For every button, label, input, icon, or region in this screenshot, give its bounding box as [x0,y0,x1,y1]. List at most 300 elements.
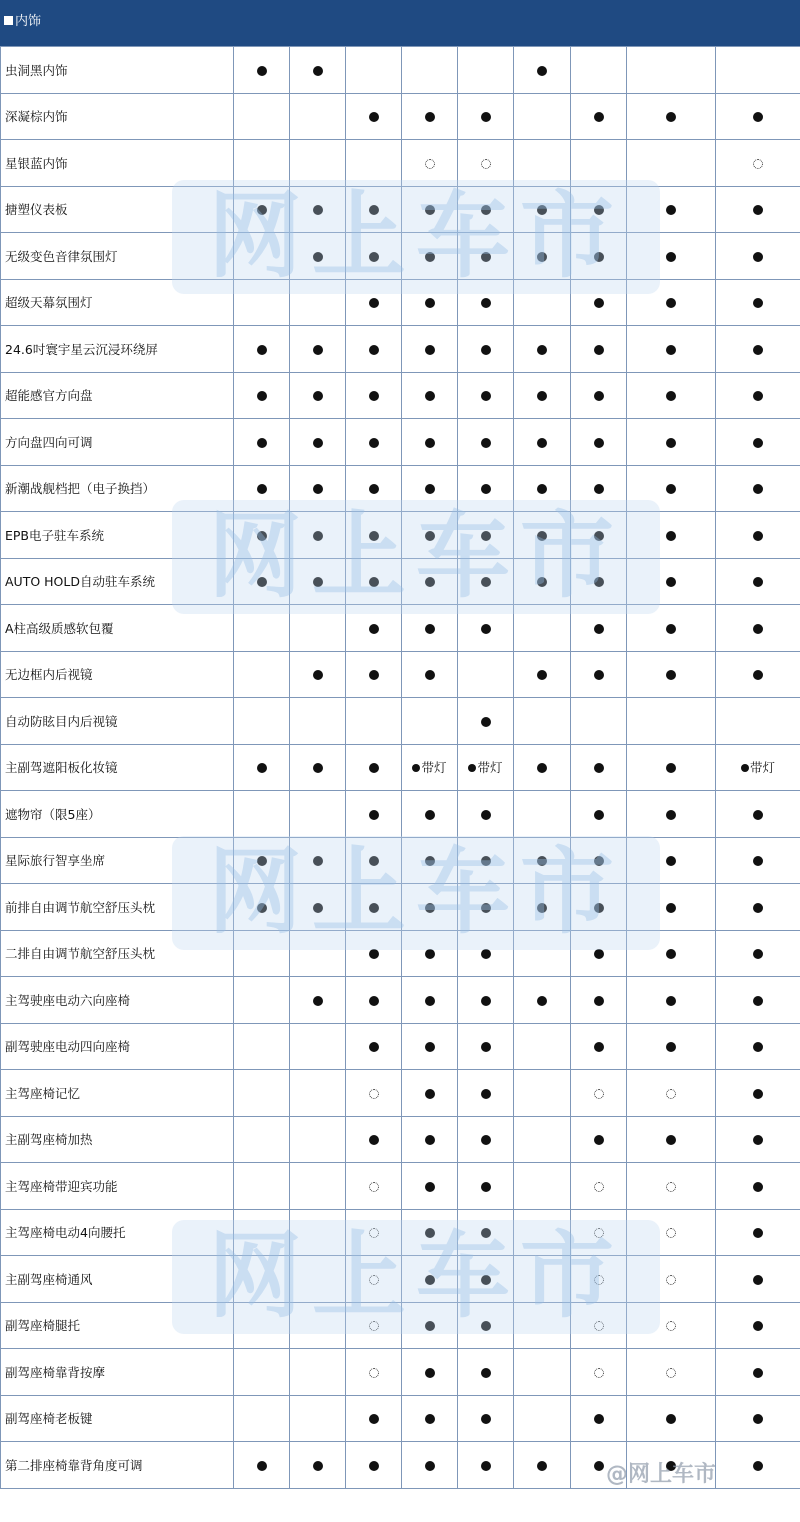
optional-circle-icon [666,1321,676,1331]
feature-cell [234,279,290,326]
feature-cell [716,977,800,1024]
standard-dot-icon [594,438,604,448]
table-row [1,326,800,373]
optional-circle-icon [369,1368,379,1378]
standard-dot-icon [666,345,676,355]
standard-dot-icon [537,345,547,355]
feature-cell [346,930,402,977]
lamp-note: 带灯 [749,760,775,776]
feature-cell [627,140,716,187]
table-row [1,791,800,838]
standard-dot-icon [313,856,323,866]
feature-cell [290,140,346,187]
standard-dot-icon [594,624,604,634]
feature-cell [346,512,402,559]
feature-cell [234,791,290,838]
feature-cell [716,372,800,419]
table-row [1,465,800,512]
feature-cell [290,884,346,931]
standard-dot-icon [425,1135,435,1145]
feature-label: 副驾座椅靠背按摩 [1,1349,234,1396]
standard-dot-icon [481,949,491,959]
standard-dot-icon [537,856,547,866]
feature-cell [571,977,627,1024]
feature-cell [402,419,458,466]
feature-cell [234,698,290,745]
standard-dot-icon [537,1461,547,1471]
standard-dot-icon [369,298,379,308]
feature-cell [458,837,514,884]
table-row [1,1395,800,1442]
corner-watermark: @网上车市 [606,1462,717,1487]
feature-cell [716,465,800,512]
standard-dot-icon [537,484,547,494]
standard-dot-icon [481,1368,491,1378]
standard-dot-icon [425,1228,435,1238]
standard-dot-icon [369,1414,379,1424]
feature-cell [627,512,716,559]
standard-dot-icon [369,252,379,262]
standard-dot-icon [257,1461,267,1471]
standard-dot-icon [753,810,763,820]
feature-cell [234,1395,290,1442]
standard-dot-icon [594,996,604,1006]
standard-dot-icon [425,438,435,448]
standard-dot-icon [753,670,763,680]
standard-dot-icon [666,1461,676,1471]
table-row [1,1023,800,1070]
feature-cell [716,1209,800,1256]
feature-cell [458,1256,514,1303]
feature-cell [346,1349,402,1396]
standard-dot-icon [594,903,604,913]
feature-cell [458,372,514,419]
feature-cell [627,651,716,698]
standard-dot-icon [753,484,763,494]
feature-cell [571,1395,627,1442]
lamp-note: 带灯 [421,760,447,776]
feature-cell [402,233,458,280]
feature-cell [458,279,514,326]
feature-cell [346,1023,402,1070]
standard-dot-icon [369,205,379,215]
standard-dot-icon [257,438,267,448]
standard-dot-icon [481,1089,491,1099]
feature-cell [402,1209,458,1256]
standard-dot-icon [425,345,435,355]
feature-cell [346,419,402,466]
feature-label: 超能感官方向盘 [1,372,234,419]
feature-cell [290,744,346,791]
feature-cell [571,93,627,140]
standard-dot-icon [313,577,323,587]
standard-dot-icon [369,996,379,1006]
standard-dot-icon [594,252,604,262]
feature-cell [458,1070,514,1117]
feature-label: A柱高级质感软包覆 [1,605,234,652]
standard-dot-icon [537,252,547,262]
feature-cell [290,791,346,838]
standard-dot-icon [666,670,676,680]
feature-cell [402,1070,458,1117]
feature-cell [458,326,514,373]
table-row [1,1070,800,1117]
standard-dot-icon [753,1461,763,1471]
feature-cell [571,1116,627,1163]
spec-table [0,46,800,1489]
standard-dot-icon [594,1042,604,1052]
feature-cell [402,837,458,884]
feature-cell [402,884,458,931]
feature-cell [290,1116,346,1163]
standard-dot-icon [425,903,435,913]
feature-label: 超级天幕氛围灯 [1,279,234,326]
feature-label: 主副驾座椅通风 [1,1256,234,1303]
feature-label: 虫洞黑内饰 [1,47,234,94]
feature-cell [234,558,290,605]
feature-cell [290,651,346,698]
standard-dot-icon [257,577,267,587]
feature-cell [402,1349,458,1396]
feature-cell [346,558,402,605]
feature-cell [571,47,627,94]
standard-dot-icon [537,205,547,215]
feature-cell [234,605,290,652]
feature-cell [402,1163,458,1210]
standard-dot-icon [666,996,676,1006]
feature-cell [627,1302,716,1349]
feature-cell [458,419,514,466]
standard-dot-icon [257,763,267,773]
standard-dot-icon [594,391,604,401]
feature-cell [627,1395,716,1442]
feature-cell [234,1116,290,1163]
feature-cell [514,1256,571,1303]
feature-cell [716,1163,800,1210]
feature-cell [402,605,458,652]
feature-cell [716,326,800,373]
standard-dot-icon [753,205,763,215]
feature-cell [402,47,458,94]
feature-cell [458,1349,514,1396]
feature-cell [234,47,290,94]
feature-label: 第二排座椅靠背角度可调 [1,1442,234,1489]
feature-cell [627,465,716,512]
feature-label: 无级变色音律氛围灯 [1,233,234,280]
feature-cell [346,140,402,187]
feature-cell [346,977,402,1024]
feature-cell [514,884,571,931]
standard-dot-icon [481,531,491,541]
feature-cell [716,605,800,652]
feature-cell [716,558,800,605]
feature-cell [402,279,458,326]
watermark: 网上车市 [172,500,660,614]
feature-cell [571,1209,627,1256]
feature-cell [627,47,716,94]
standard-dot-icon [369,624,379,634]
feature-cell [402,372,458,419]
feature-cell [234,419,290,466]
feature-cell [514,1023,571,1070]
feature-cell [716,1349,800,1396]
feature-cell [346,1116,402,1163]
feature-cell [514,186,571,233]
feature-cell [346,465,402,512]
feature-cell [571,1349,627,1396]
feature-cell [234,93,290,140]
feature-cell [514,1302,571,1349]
feature-cell [402,512,458,559]
feature-cell [514,930,571,977]
feature-cell [716,1442,800,1489]
standard-dot-icon [537,531,547,541]
table-row [1,1349,800,1396]
feature-cell [458,465,514,512]
table-row [1,605,800,652]
feature-cell [716,419,800,466]
standard-dot-icon [369,1461,379,1471]
feature-cell [627,837,716,884]
spec-table-body [1,47,800,1489]
feature-cell [627,1070,716,1117]
feature-cell [716,930,800,977]
feature-cell [346,372,402,419]
standard-dot-icon [537,66,547,76]
feature-cell [627,1442,716,1489]
feature-cell [234,1023,290,1070]
standard-dot-icon [425,484,435,494]
feature-cell [234,372,290,419]
table-row [1,512,800,559]
feature-cell [627,1163,716,1210]
standard-dot-icon [425,252,435,262]
lamp-note: 带灯 [477,760,503,776]
section-header [0,0,800,46]
feature-cell [458,977,514,1024]
feature-label: 方向盘四向可调 [1,419,234,466]
feature-cell [627,558,716,605]
feature-cell [402,465,458,512]
feature-cell [514,279,571,326]
feature-cell [234,837,290,884]
feature-cell [290,233,346,280]
standard-dot-icon [481,484,491,494]
watermark: 网上车市 [172,836,660,950]
standard-dot-icon [666,949,676,959]
feature-cell [234,884,290,931]
feature-cell [290,47,346,94]
feature-cell [402,1256,458,1303]
feature-cell [346,93,402,140]
feature-cell [571,837,627,884]
feature-label: 自动防眩目内后视镜 [1,698,234,745]
standard-dot-icon [753,856,763,866]
feature-cell [290,930,346,977]
feature-cell [716,1023,800,1070]
standard-dot-icon [468,764,476,772]
standard-dot-icon [537,438,547,448]
feature-cell [571,1163,627,1210]
feature-cell [346,1302,402,1349]
standard-dot-icon [753,531,763,541]
standard-dot-icon [594,856,604,866]
feature-cell [234,233,290,280]
feature-cell [571,1302,627,1349]
optional-circle-icon [594,1368,604,1378]
standard-dot-icon [594,1461,604,1471]
feature-cell [458,744,514,791]
optional-circle-icon [666,1275,676,1285]
standard-dot-icon [369,949,379,959]
feature-label: 搪塑仪表板 [1,186,234,233]
table-row [1,47,800,94]
standard-dot-icon [313,996,323,1006]
feature-cell [290,1209,346,1256]
table-row [1,1442,800,1489]
feature-label: 无边框内后视镜 [1,651,234,698]
standard-dot-icon [481,1135,491,1145]
standard-dot-icon [481,205,491,215]
standard-dot-icon [425,1275,435,1285]
feature-cell [627,791,716,838]
feature-cell [234,512,290,559]
standard-dot-icon [313,763,323,773]
standard-dot-icon [666,1042,676,1052]
feature-cell [571,930,627,977]
feature-cell [290,93,346,140]
feature-cell [346,1070,402,1117]
standard-dot-icon [666,205,676,215]
standard-dot-icon [369,438,379,448]
table-row [1,884,800,931]
feature-cell [234,1163,290,1210]
feature-cell [627,186,716,233]
feature-label: 深凝棕内饰 [1,93,234,140]
feature-cell [514,1349,571,1396]
standard-dot-icon [313,252,323,262]
standard-dot-icon [425,1368,435,1378]
feature-cell [716,93,800,140]
feature-cell [571,372,627,419]
standard-with-lamp [412,758,446,776]
feature-cell [402,1442,458,1489]
standard-dot-icon [741,764,749,772]
standard-dot-icon [257,345,267,355]
standard-dot-icon [753,949,763,959]
standard-dot-icon [753,298,763,308]
standard-dot-icon [753,252,763,262]
standard-dot-icon [594,1135,604,1145]
standard-dot-icon [594,1414,604,1424]
standard-dot-icon [594,949,604,959]
feature-cell [716,279,800,326]
optional-circle-icon [369,1182,379,1192]
standard-dot-icon [313,438,323,448]
standard-dot-icon [666,856,676,866]
feature-cell [571,558,627,605]
optional-circle-icon [666,1182,676,1192]
standard-dot-icon [257,856,267,866]
standard-dot-icon [425,624,435,634]
feature-cell [402,977,458,1024]
feature-cell [290,419,346,466]
feature-label: 24.6吋寰宇星云沉浸环绕屏 [1,326,234,373]
standard-dot-icon [257,66,267,76]
feature-label: 主驾座椅记忆 [1,1070,234,1117]
feature-cell [571,605,627,652]
standard-dot-icon [369,670,379,680]
feature-label: 遮物帘（限5座） [1,791,234,838]
section-title: 内饰 [15,14,42,29]
feature-cell [716,512,800,559]
standard-dot-icon [313,670,323,680]
standard-dot-icon [369,856,379,866]
feature-label: 副驾座椅腿托 [1,1302,234,1349]
standard-dot-icon [425,1182,435,1192]
feature-cell [458,233,514,280]
feature-cell [627,930,716,977]
feature-cell [571,791,627,838]
standard-with-lamp [468,758,502,776]
standard-dot-icon [666,484,676,494]
feature-cell [514,837,571,884]
standard-dot-icon [481,391,491,401]
standard-dot-icon [369,112,379,122]
standard-dot-icon [753,1182,763,1192]
feature-label: AUTO HOLD自动驻车系统 [1,558,234,605]
standard-dot-icon [753,1368,763,1378]
standard-dot-icon [666,112,676,122]
feature-cell [514,233,571,280]
feature-cell [346,1163,402,1210]
standard-dot-icon [313,391,323,401]
standard-dot-icon [594,577,604,587]
feature-cell [458,1442,514,1489]
standard-dot-icon [537,670,547,680]
standard-dot-icon [753,624,763,634]
standard-dot-icon [313,205,323,215]
optional-circle-icon [594,1182,604,1192]
optional-circle-icon [369,1228,379,1238]
feature-cell [290,186,346,233]
standard-dot-icon [481,856,491,866]
feature-cell [346,651,402,698]
standard-dot-icon [481,1414,491,1424]
table-row [1,744,800,791]
standard-dot-icon [594,345,604,355]
feature-cell [346,1209,402,1256]
feature-cell [234,326,290,373]
optional-circle-icon [666,1089,676,1099]
standard-dot-icon [481,112,491,122]
standard-dot-icon [537,577,547,587]
feature-cell [402,651,458,698]
feature-cell [290,465,346,512]
standard-dot-icon [369,484,379,494]
feature-cell [627,233,716,280]
feature-cell [571,186,627,233]
feature-cell [571,651,627,698]
standard-dot-icon [594,205,604,215]
feature-cell [627,326,716,373]
feature-cell [290,605,346,652]
feature-cell [627,1256,716,1303]
feature-cell [346,698,402,745]
feature-cell [458,930,514,977]
feature-cell [514,326,571,373]
feature-cell [402,326,458,373]
